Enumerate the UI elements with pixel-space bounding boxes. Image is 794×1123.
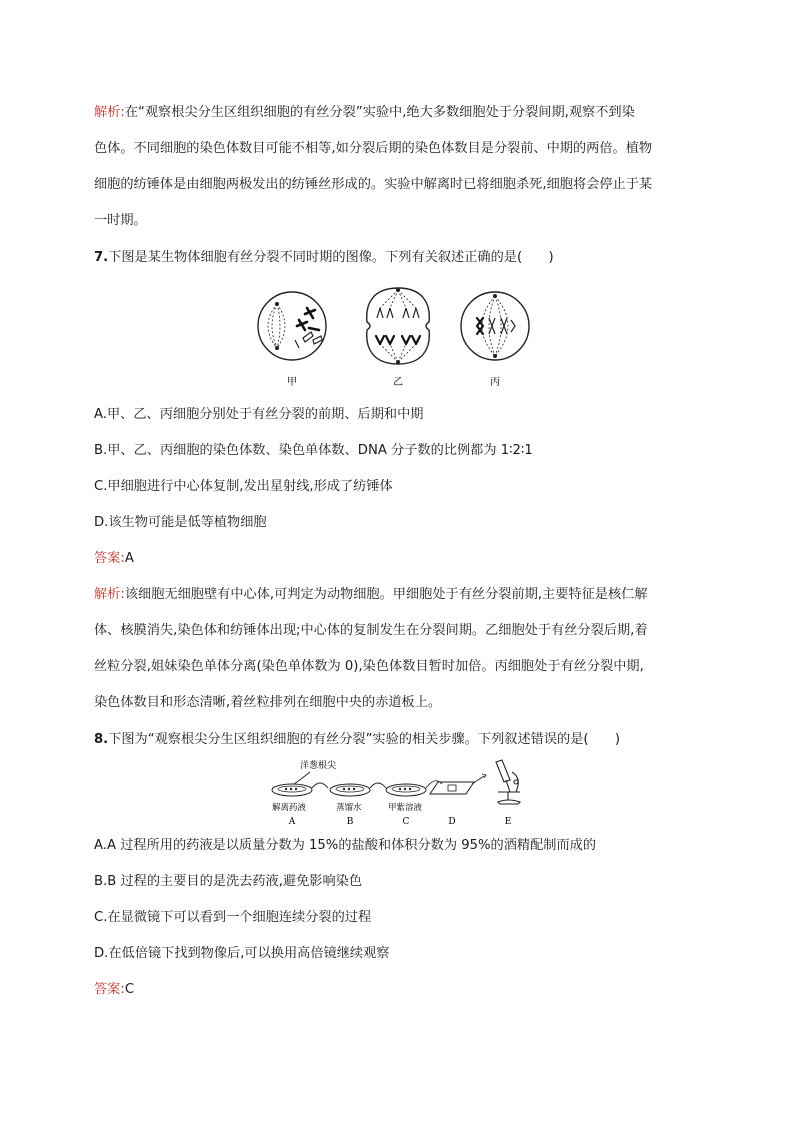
dish-c (386, 784, 426, 796)
q6-analysis-line-3: 细胞的纺锤体是由细胞两极发出的纺锤丝形成的。实验中解离时已将细胞杀死,细胞将会停止于某 (94, 177, 653, 192)
experiment-steps-figure (270, 758, 530, 828)
q6-analysis-line-2: 色体。不同细胞的染色体数目可能不相等,如分裂后期的染色体数目是分裂前、中期的两倍。植物 (94, 141, 653, 156)
q8-stem: 8.下图为“观察根尖分生区组织细胞的有丝分裂”实验的相关步骤。下列叙述错误的是( ) (94, 732, 621, 747)
dish-c-label: 甲紫溶液 (388, 803, 423, 813)
step-letter-b: B (346, 817, 354, 827)
cell-jia (258, 292, 326, 360)
q7-answer-label: 答案: (94, 551, 125, 566)
q8-answer-value: C (124, 982, 135, 997)
slide-d (430, 782, 474, 794)
cell-yi-label: 乙 (393, 377, 403, 388)
q6-analysis-line-4: 一时期。 (94, 213, 147, 228)
microscope-e (496, 760, 520, 804)
q7-answer (94, 550, 134, 568)
cell-division-figure (255, 282, 537, 390)
cell-yi (367, 288, 430, 364)
q8-option-c: C.在显微镜下可以看到一个细胞连续分裂的过程 (94, 910, 372, 925)
dish-b-label: 蒸馏水 (336, 803, 362, 813)
cell-jia-label: 甲 (287, 377, 297, 388)
cell-bing (461, 292, 529, 360)
q7-number: 7. (94, 250, 109, 265)
q7-analysis-line-2: 体、核膜消失,染色体和纺锤体出现;中心体的复制发生在分裂间期。乙细胞处于有丝分裂后期,着 (94, 623, 648, 638)
step-letter-a: A (288, 817, 296, 827)
q7-option-a: A.甲、乙、丙细胞分别处于有丝分裂的前期、后期和中期 (94, 407, 424, 422)
q7-option-b: B.甲、乙、丙细胞的染色体数、染色单体数、DNA 分子数的比例都为 1∶2∶1 (94, 443, 533, 458)
q8-option-b: B.B 过程的主要目的是洗去药液,避免影响染色 (94, 874, 363, 889)
q7-analysis-line-3: 丝粒分裂,姐妹染色单体分离(染色单体数为 0),染色体数目暂时加倍。丙细胞处于有丝分裂中期, (94, 659, 644, 674)
q6-analysis-line-1: 解析:在“观察根尖分生区组织细胞的有丝分裂”实验中,绝大多数细胞处于分裂间期,观察不到染 (94, 105, 635, 120)
cell-bing-label: 丙 (490, 377, 500, 388)
q6-analysis-label: 解析: (94, 105, 125, 120)
q7-analysis-label: 解析: (94, 587, 125, 602)
q8-option-a: A.A 过程所用的药液是以质量分数为 15%的盐酸和体积分数为 95%的酒精配制而成的 (94, 838, 597, 853)
step-letter-e: E (504, 817, 512, 827)
q8-option-d: D.在低倍镜下找到物像后,可以换用高倍镜继续观察 (94, 946, 390, 961)
q7-stem: 7.下图是某生物体细胞有丝分裂不同时期的图像。下列有关叙述正确的是( ) (94, 250, 554, 265)
q8-number: 8. (94, 732, 109, 747)
q7-analysis-line-4: 染色体数目和形态清晰,着丝粒排列在细胞中央的赤道板上。 (94, 695, 442, 710)
dish-b (330, 784, 370, 796)
q8-answer (94, 981, 134, 999)
q7-analysis-line-1: 解析:该细胞无细胞壁有中心体,可判定为动物细胞。甲细胞处于有丝分裂前期,主要特征是核仁解 (94, 587, 648, 602)
onion-root-tip-label: 洋葱根尖 (300, 761, 337, 771)
step-letter-c: C (402, 817, 410, 827)
dish-a-label: 解离药液 (272, 803, 307, 813)
dish-a (272, 784, 312, 796)
q7-answer-value: A (124, 551, 134, 566)
step-letter-d: D (448, 817, 456, 827)
q7-option-d: D.该生物可能是低等植物细胞 (94, 515, 267, 530)
q7-option-c: C.甲细胞进行中心体复制,发出星射线,形成了纺锤体 (94, 479, 393, 494)
q8-answer-label: 答案: (94, 982, 125, 997)
